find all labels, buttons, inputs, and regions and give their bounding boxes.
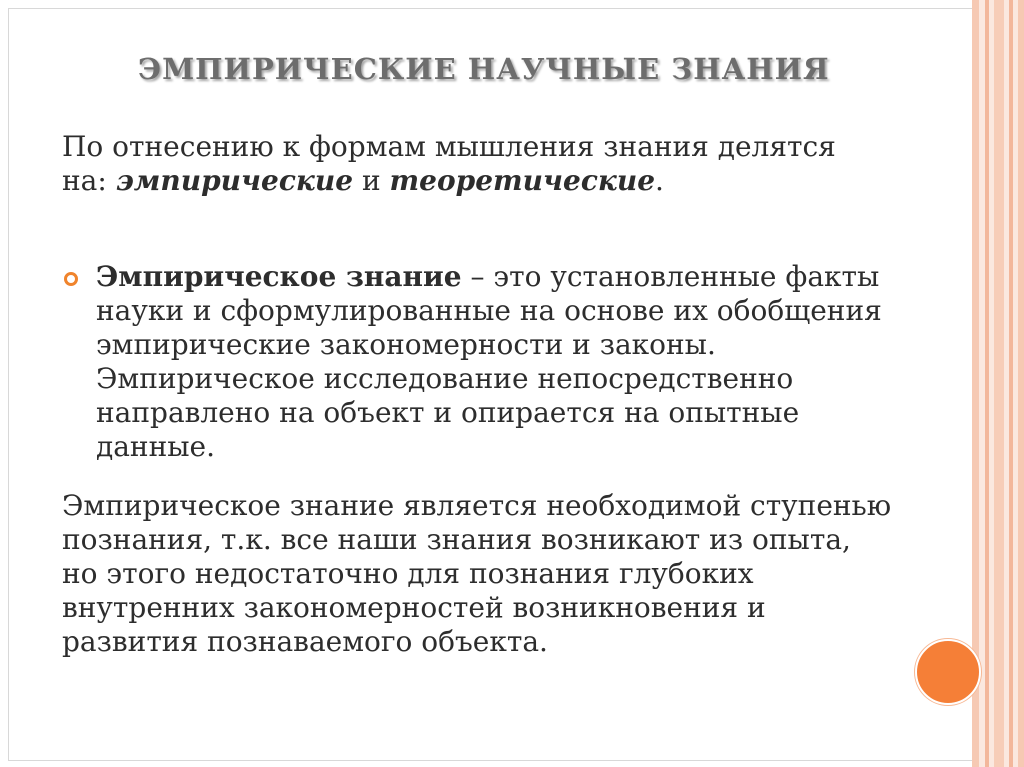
decorative-circle <box>915 639 981 705</box>
stripe <box>985 0 989 767</box>
conclusion-paragraph: Эмпирическое знание является необходимой ступенью познания, т.к. все наши знания возникают из опыта, но этого недостаточно для познания глубоких внутренних закономерностей возникновения и развития познаваемого объекта. <box>62 489 892 658</box>
stripe <box>1018 0 1024 767</box>
bullet-term: Эмпирическое знание <box>96 260 462 293</box>
decorative-stripes <box>972 0 1024 767</box>
stripe <box>994 0 1004 767</box>
term-empirical: эмпирические <box>115 164 354 197</box>
bullet-definition: – это установленные факты науки и сформулированные на основе их обобщения эмпирические закономерности и законы. Эмпирическое исследование непосредственно направлено на объект и опирается на опытные данные. <box>96 260 882 463</box>
intro-text: По отнесению к формам мышления знания делятся на: <box>62 130 836 197</box>
intro-paragraph <box>62 130 882 198</box>
slide-title: ЭМПИРИЧЕСКИЕ НАУЧНЫЕ ЗНАНИЯ <box>138 52 830 86</box>
intro-end: . <box>655 164 664 197</box>
bullet-ring-icon <box>64 272 78 286</box>
stripe <box>1009 0 1013 767</box>
bullet-paragraph <box>96 260 896 464</box>
intro-connector: и <box>353 164 390 197</box>
term-theoretical: теоретические <box>389 164 656 197</box>
